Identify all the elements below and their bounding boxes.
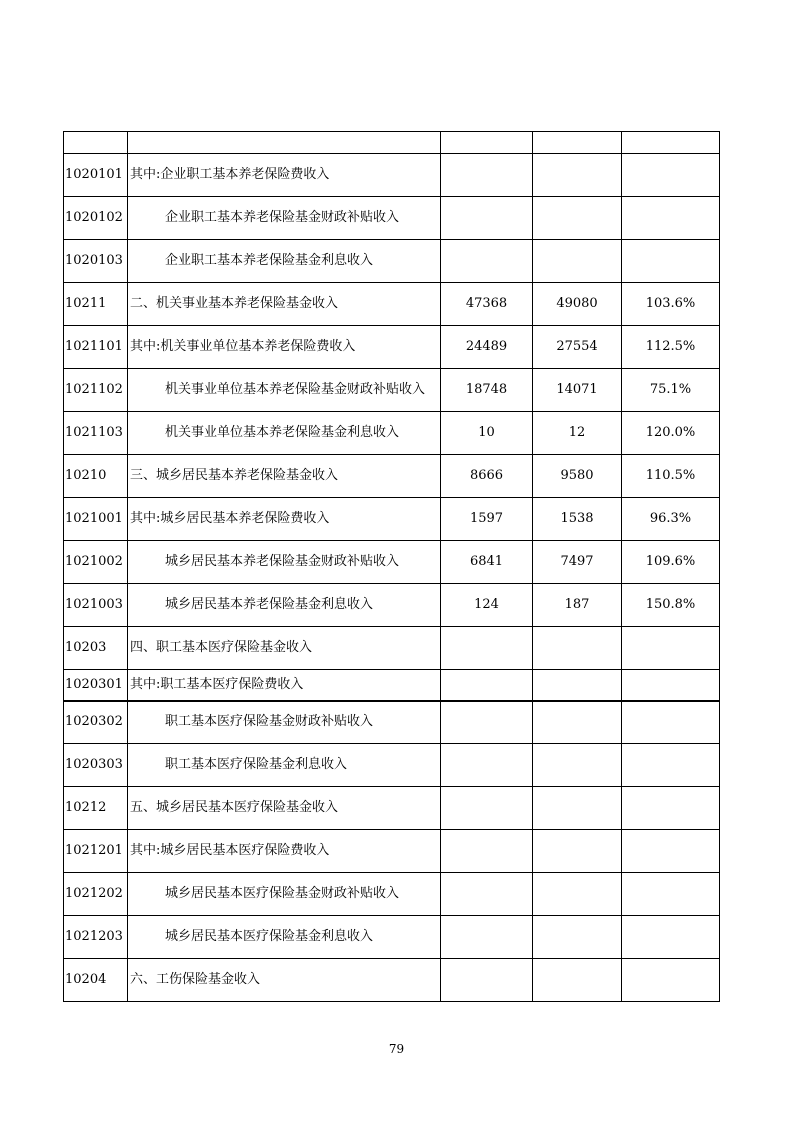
table-row [64, 627, 720, 670]
header-cell-code [64, 132, 128, 154]
row-code: 1021003 [64, 584, 128, 627]
row-name: 职工基本医疗保险基金财政补贴收入 [128, 701, 441, 744]
row-percent [622, 701, 720, 744]
row-name: 其中:城乡居民基本养老保险费收入 [128, 498, 441, 541]
table-row [64, 830, 720, 873]
row-value-1: 1597 [441, 498, 533, 541]
row-name: 其中:城乡居民基本医疗保险费收入 [128, 830, 441, 873]
table-row [64, 873, 720, 916]
table-row [64, 197, 720, 240]
row-percent [622, 873, 720, 916]
row-name: 城乡居民基本养老保险基金利息收入 [128, 584, 441, 627]
table-row [64, 240, 720, 283]
row-code: 1020303 [64, 744, 128, 787]
row-value-2: 27554 [533, 326, 622, 369]
row-code: 10212 [64, 787, 128, 830]
row-percent [622, 787, 720, 830]
row-code: 1021101 [64, 326, 128, 369]
row-value-1: 47368 [441, 283, 533, 326]
row-value-2 [533, 916, 622, 959]
row-percent: 109.6% [622, 541, 720, 584]
row-value-1: 6841 [441, 541, 533, 584]
row-value-2 [533, 701, 622, 744]
row-value-2: 14071 [533, 369, 622, 412]
row-value-2 [533, 787, 622, 830]
row-percent: 150.8% [622, 584, 720, 627]
row-value-1 [441, 916, 533, 959]
row-code: 1021001 [64, 498, 128, 541]
row-value-1: 24489 [441, 326, 533, 369]
row-percent [622, 670, 720, 701]
row-code: 10204 [64, 959, 128, 1002]
row-value-1: 18748 [441, 369, 533, 412]
row-value-2 [533, 873, 622, 916]
row-value-2 [533, 670, 622, 701]
row-value-2: 187 [533, 584, 622, 627]
row-value-1 [441, 744, 533, 787]
table-row [64, 283, 720, 326]
row-name: 职工基本医疗保险基金利息收入 [128, 744, 441, 787]
row-name: 六、工伤保险基金收入 [128, 959, 441, 1002]
row-code: 1020301 [64, 670, 128, 701]
row-percent: 75.1% [622, 369, 720, 412]
row-value-1 [441, 873, 533, 916]
row-code: 1021102 [64, 369, 128, 412]
table-row [64, 369, 720, 412]
row-value-2 [533, 744, 622, 787]
row-name: 城乡居民基本医疗保险基金财政补贴收入 [128, 873, 441, 916]
table-row [64, 326, 720, 369]
table-row [64, 498, 720, 541]
table-header-row [64, 132, 720, 154]
row-code: 1021002 [64, 541, 128, 584]
row-value-2 [533, 154, 622, 197]
row-percent: 103.6% [622, 283, 720, 326]
row-value-2: 49080 [533, 283, 622, 326]
row-value-2 [533, 959, 622, 1002]
header-cell-name [128, 132, 441, 154]
row-code: 1021201 [64, 830, 128, 873]
table-row [64, 584, 720, 627]
table-row [64, 541, 720, 584]
row-name: 机关事业单位基本养老保险基金利息收入 [128, 412, 441, 455]
row-code: 1020102 [64, 197, 128, 240]
row-percent [622, 154, 720, 197]
row-percent: 112.5% [622, 326, 720, 369]
row-value-1 [441, 830, 533, 873]
row-value-1 [441, 787, 533, 830]
table-row [64, 154, 720, 197]
row-value-1 [441, 154, 533, 197]
row-code: 1021103 [64, 412, 128, 455]
row-value-1: 124 [441, 584, 533, 627]
row-value-1 [441, 240, 533, 283]
row-name: 企业职工基本养老保险基金利息收入 [128, 240, 441, 283]
row-name: 机关事业单位基本养老保险基金财政补贴收入 [128, 369, 441, 412]
row-value-2: 9580 [533, 455, 622, 498]
row-value-1 [441, 701, 533, 744]
table-row [64, 701, 720, 744]
row-value-2 [533, 240, 622, 283]
table-row [64, 670, 720, 701]
row-value-1: 8666 [441, 455, 533, 498]
row-code: 1021203 [64, 916, 128, 959]
row-code: 1020302 [64, 701, 128, 744]
row-name: 城乡居民基本养老保险基金财政补贴收入 [128, 541, 441, 584]
table-row [64, 455, 720, 498]
row-value-1 [441, 959, 533, 1002]
row-value-1 [441, 627, 533, 670]
table-row [64, 744, 720, 787]
row-name: 五、城乡居民基本医疗保险基金收入 [128, 787, 441, 830]
row-value-2: 12 [533, 412, 622, 455]
header-cell-value-2 [533, 132, 622, 154]
row-name: 企业职工基本养老保险基金财政补贴收入 [128, 197, 441, 240]
row-name: 其中:职工基本医疗保险费收入 [128, 670, 441, 701]
row-percent: 120.0% [622, 412, 720, 455]
row-value-2 [533, 627, 622, 670]
row-code: 1020103 [64, 240, 128, 283]
row-name: 四、职工基本医疗保险基金收入 [128, 627, 441, 670]
table-row [64, 412, 720, 455]
header-cell-percent [622, 132, 720, 154]
row-percent [622, 627, 720, 670]
row-name: 其中:机关事业单位基本养老保险费收入 [128, 326, 441, 369]
row-code: 10203 [64, 627, 128, 670]
row-code: 10210 [64, 455, 128, 498]
row-code: 10211 [64, 283, 128, 326]
row-name: 城乡居民基本医疗保险基金利息收入 [128, 916, 441, 959]
row-percent [622, 916, 720, 959]
row-name: 三、城乡居民基本养老保险基金收入 [128, 455, 441, 498]
row-code: 1020101 [64, 154, 128, 197]
table-row [64, 916, 720, 959]
row-name: 其中:企业职工基本养老保险费收入 [128, 154, 441, 197]
row-percent: 96.3% [622, 498, 720, 541]
table-row [64, 959, 720, 1002]
row-name: 二、机关事业基本养老保险基金收入 [128, 283, 441, 326]
row-percent [622, 240, 720, 283]
table-body [64, 132, 720, 1002]
table-row [64, 787, 720, 830]
row-percent: 110.5% [622, 455, 720, 498]
row-value-1 [441, 197, 533, 240]
row-percent [622, 197, 720, 240]
row-value-2: 1538 [533, 498, 622, 541]
row-value-2: 7497 [533, 541, 622, 584]
row-value-1: 10 [441, 412, 533, 455]
header-cell-value-1 [441, 132, 533, 154]
row-value-2 [533, 830, 622, 873]
row-percent [622, 959, 720, 1002]
row-percent [622, 744, 720, 787]
income-table [63, 131, 720, 1002]
row-value-2 [533, 197, 622, 240]
row-percent [622, 830, 720, 873]
row-code: 1021202 [64, 873, 128, 916]
row-value-1 [441, 670, 533, 701]
page-number: 79 [388, 1042, 405, 1056]
